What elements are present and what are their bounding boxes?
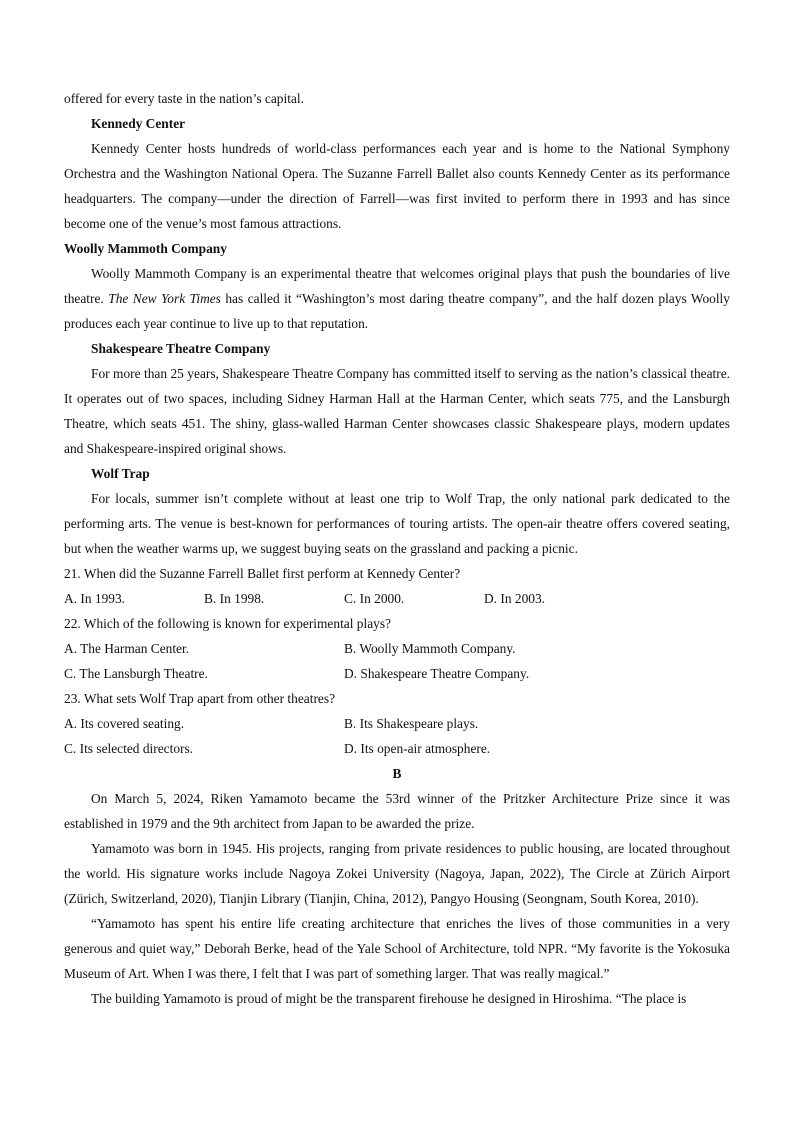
question-22: 22. Which of the following is known for experimental plays? xyxy=(64,616,392,631)
question-21: 21. When did the Suzanne Farrell Ballet first perform at Kennedy Center? xyxy=(64,566,461,581)
heading-kennedy-center: Kennedy Center xyxy=(91,116,186,131)
option-21-a: A. In 1993. xyxy=(64,591,125,606)
option-22-b: B. Woolly Mammoth Company. xyxy=(344,641,516,656)
option-22-d: D. Shakespeare Theatre Company. xyxy=(344,666,530,681)
heading-shakespeare-theatre: Shakespeare Theatre Company xyxy=(91,341,271,356)
options-22-row2 xyxy=(64,661,730,686)
option-23-d: D. Its open-air atmosphere. xyxy=(344,741,491,756)
paragraph-wolf-trap: For locals, summer isn’t complete without at least one trip to Wolf Trap, the only national park dedicated to the performing arts. The venue is best-known for performances of touring artists. The open-air theatre offers covered seating, but when the weather warms up, we suggest buying seats on the grassland and packing a picnic. xyxy=(64,491,730,556)
option-22-a: A. The Harman Center. xyxy=(64,641,190,656)
woolly-text-2: has called it “Washington’s most daring theatre company”, and the half dozen plays Woolly produces each year continue to live up to that reputation. xyxy=(64,291,730,331)
nyt-title: The New York Times xyxy=(108,291,221,306)
option-23-b: B. Its Shakespeare plays. xyxy=(344,716,479,731)
option-22-c: C. The Lansburgh Theatre. xyxy=(64,666,208,681)
options-21 xyxy=(64,586,730,611)
options-22-row1 xyxy=(64,636,730,661)
intro-tail: offered for every taste in the nation’s capital. xyxy=(64,91,304,106)
options-23-row2 xyxy=(64,736,730,761)
woolly-text-1: Woolly Mammoth Company is an experimental theatre that welcomes original plays that push the boundaries of live theatre. xyxy=(64,266,730,306)
option-21-b: B. In 1998. xyxy=(204,591,265,606)
option-21-c: C. In 2000. xyxy=(344,591,405,606)
paragraph-shakespeare-theatre: For more than 25 years, Shakespeare Theatre Company has committed itself to serving as the nation’s classical theatre. It operates out of two spaces, including Sidney Harman Hall at the Harman Center, which seats 775, and the Lansburgh Theatre, which seats 451. The shiny, glass-walled Harman Center showcases classic Shakespeare plays, modern updates and Shakespeare-inspired original shows. xyxy=(64,366,730,456)
section-b-label: B xyxy=(392,766,402,781)
option-23-a: A. Its covered seating. xyxy=(64,716,185,731)
heading-woolly-mammoth: Woolly Mammoth Company xyxy=(64,241,227,256)
option-23-c: C. Its selected directors. xyxy=(64,741,194,756)
paragraph-woolly-mammoth xyxy=(64,261,730,336)
paragraph-b-1: On March 5, 2024, Riken Yamamoto became the 53rd winner of the Pritzker Architecture Prize since it was established in 1979 and the 9th architect from Japan to be awarded the prize. xyxy=(64,791,730,831)
option-21-d: D. In 2003. xyxy=(484,591,545,606)
paragraph-kennedy-center: Kennedy Center hosts hundreds of world-class performances each year and is home to the National Symphony Orchestra and the Washington National Opera. The Suzanne Farrell Ballet also counts Kennedy Center as its performance headquarters. The company—under the direction of Farrell—was first invited to perform there in 1993 and has since become one of the venue’s most famous attractions. xyxy=(64,141,730,231)
options-23-row1 xyxy=(64,711,730,736)
heading-wolf-trap: Wolf Trap xyxy=(91,466,150,481)
question-23: 23. What sets Wolf Trap apart from other theatres? xyxy=(64,691,336,706)
paragraph-b-4: The building Yamamoto is proud of might be the transparent firehouse he designed in Hiroshima. “The place is xyxy=(91,991,687,1006)
paragraph-b-2: Yamamoto was born in 1945. His projects, ranging from private residences to public housing, are located throughout the world. His signature works include Nagoya Zokei University (Nagoya, Japan, 2022), The Circle at Zürich Airport (Zürich, Switzerland, 2020), Tianjin Library (Tianjin, China, 2012), Pangyo Housing (Seongnam, South Korea, 2010). xyxy=(64,841,730,906)
document-page xyxy=(64,86,730,1011)
paragraph-b-3: “Yamamoto has spent his entire life creating architecture that enriches the lives of those communities in a very generous and quiet way,” Deborah Berke, head of the Yale School of Architecture, told NPR. “My favorite is the Yokosuka Museum of Art. When I was there, I felt that I was part of something larger. That was really magical.” xyxy=(64,916,730,981)
